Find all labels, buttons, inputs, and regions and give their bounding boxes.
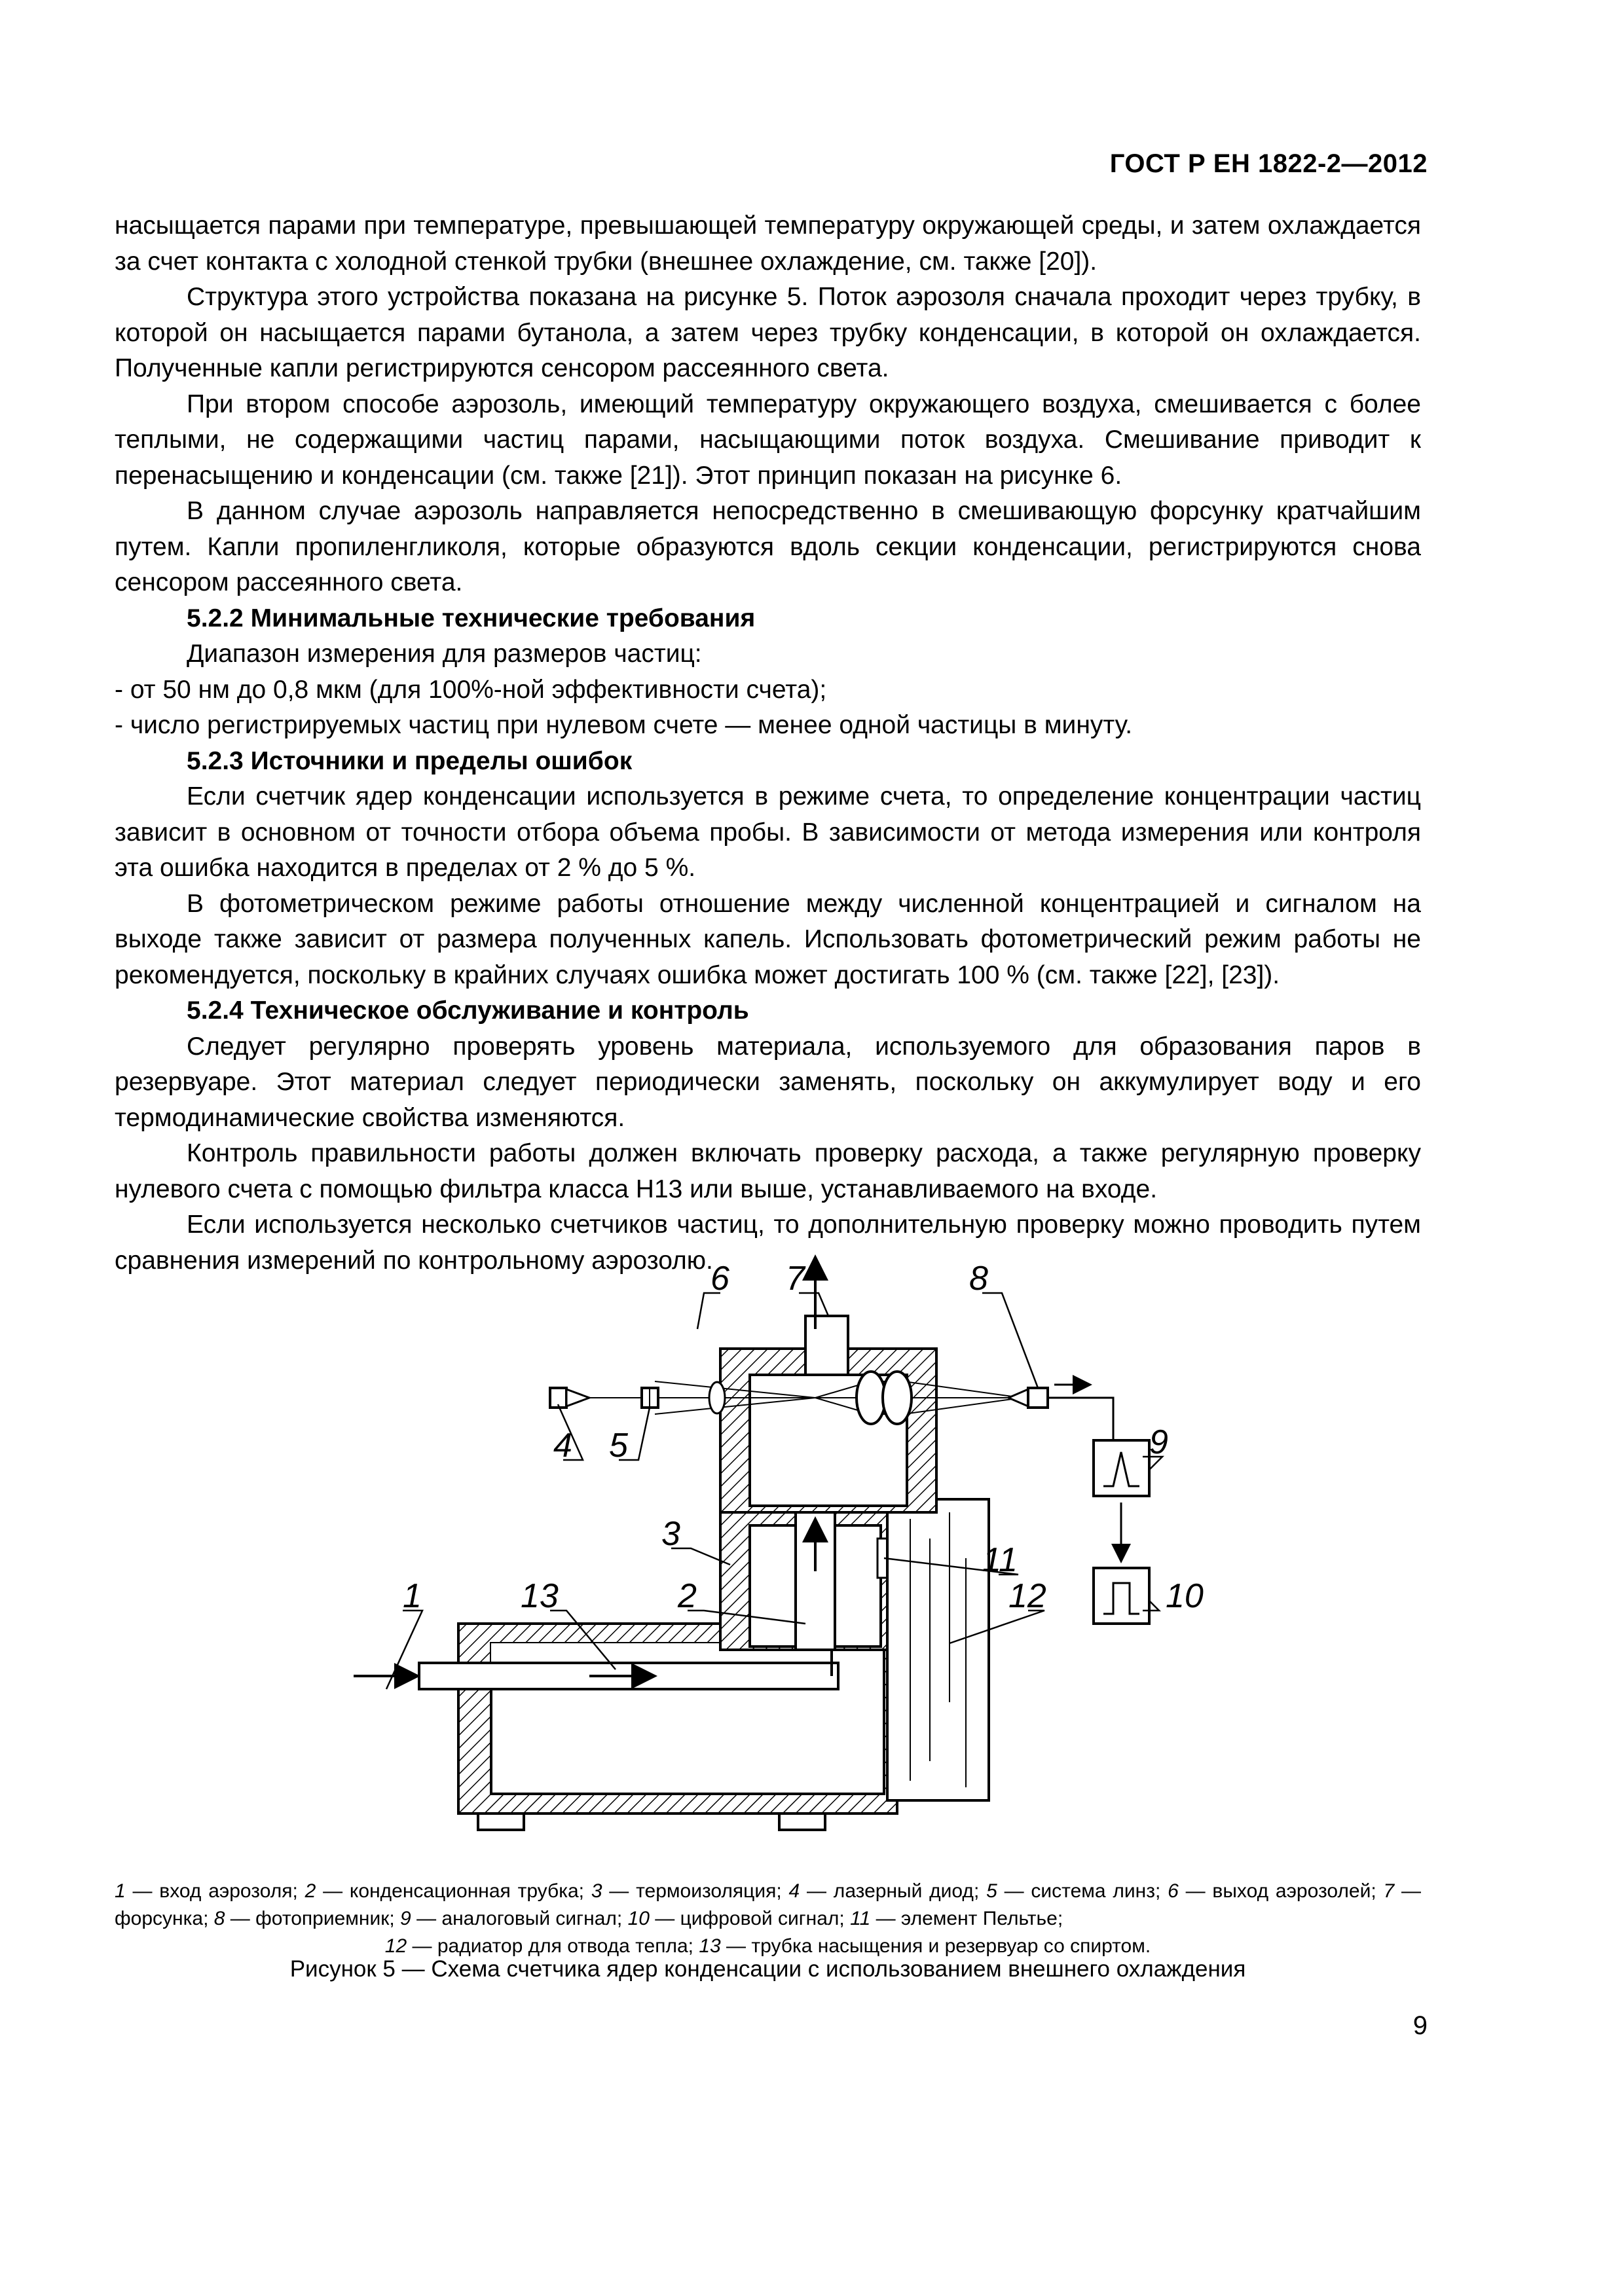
legend-num: 10 [627, 1908, 650, 1929]
label-13: 13 [521, 1577, 559, 1615]
label-8: 8 [969, 1260, 988, 1298]
label-6: 6 [710, 1260, 729, 1298]
label-3: 3 [661, 1515, 680, 1553]
label-12: 12 [1008, 1577, 1046, 1615]
legend-num: 1 [115, 1880, 126, 1902]
figure-legend [115, 1878, 1421, 1960]
label-9: 9 [1149, 1423, 1168, 1461]
paragraph: В фотометрическом режиме работы отношение между численной концентрацией и сигналом на выходе также зависит от размера полученных капель. Использовать фотометрический режим работы не рекомендуется, поскольку в крайних случаях ошибка может достигать 100 % (см. также [22], [23]). [115, 889, 1421, 989]
legend-num: 12 [384, 1935, 407, 1957]
legend-text: — аналоговый сигнал; [411, 1908, 628, 1929]
paragraph: Контроль правильности работы должен включать проверку расхода, а также регулярную проверку нулевого счета с помощью фильтра класса Н13 или выше, устанавливаемого на входе. [115, 1139, 1421, 1203]
paragraph: Следует регулярно проверять уровень материала, используемого для образования паров в резервуаре. Этот материал следует периодически заменять, поскольку он аккумулирует воду и его термодинамические свойства изменяются. [115, 1032, 1421, 1132]
label-1: 1 [403, 1577, 422, 1615]
section-heading-5-2-2: 5.2.2 Минимальные технические требования [187, 604, 756, 632]
legend-text: — конденсационная трубка; [316, 1880, 591, 1902]
photodetector [1008, 1385, 1113, 1440]
list-item: - от 50 нм до 0,8 мкм (для 100%-ной эффективности счета); [115, 675, 827, 704]
legend-text: — цифровой сигнал; [649, 1908, 851, 1929]
legend-num: 6 [1168, 1880, 1179, 1902]
label-4: 4 [553, 1427, 572, 1465]
legend-num: 9 [400, 1908, 411, 1929]
paragraph: При втором способе аэрозоль, имеющий температуру окружающего воздуха, смешивается с более теплыми, не содержащими частиц парами, насыщающими поток воздуха. Смешивание приводит к перенасыщению и конденсации (см. также [21]). Этот принцип показан на рисунке 6. [115, 390, 1421, 490]
laser-diode [550, 1388, 589, 1408]
paragraph: Структура этого устройства показана на рисунке 5. Поток аэрозоля сначала проходит через трубку, в которой он насыщается парами бутанола, а затем через трубку конденсации, в которой он охлаждается. Полученные капли регистрируются сенсором рассеянного света. [115, 283, 1421, 382]
label-2: 2 [678, 1577, 697, 1615]
analog-signal-block [1094, 1440, 1149, 1561]
legend-text: — форсунка; [115, 1880, 1421, 1929]
label-7: 7 [786, 1260, 805, 1298]
legend-num: 2 [304, 1880, 316, 1902]
figure-5-diagram [327, 1244, 1244, 1853]
label-10: 10 [1166, 1577, 1204, 1615]
list-item: - число регистрируемых частиц при нулевом счете — менее одной частицы в минуту. [115, 711, 1133, 739]
legend-line-1 [115, 1878, 1421, 1933]
legend-num: 5 [986, 1880, 997, 1902]
section-heading-5-2-4: 5.2.4 Техническое обслуживание и контроль [187, 996, 749, 1025]
legend-num: 4 [788, 1880, 800, 1902]
section-heading-5-2-3: 5.2.3 Источники и пределы ошибок [187, 746, 633, 775]
label-11: 11 [982, 1541, 1018, 1579]
paragraph: Если счетчик ядер конденсации используется в режиме счета, то определение концентрации частиц зависит в основном от точности отбора объема пробы. В зависимости от метода измерения или контроля эта ошибка находится в пределах от 2 % до 5 %. [115, 782, 1421, 882]
paragraph: В данном случае аэрозоль направляется непосредственно в смешивающую форсунку кратчайшим путем. Капли пропиленгликоля, которые образуются вдоль секции конденсации, регистрируются снова сенсором рассеянного света. [115, 497, 1421, 596]
legend-text: — лазерный диод; [800, 1880, 987, 1902]
digital-signal-block [1094, 1568, 1149, 1624]
paragraph: насыщается парами при температуре, превышающей температуру окружающей среды, и затем охлаждается за счет контакта с холодной стенкой трубки (внешнее охлаждение, см. также [20]). [115, 211, 1421, 276]
legend-text: — элемент Пельтье; [870, 1908, 1063, 1929]
legend-text: — трубка насыщения и резервуар со спиртом. [720, 1935, 1151, 1957]
lens-system [642, 1388, 658, 1408]
document-header: ГОСТ Р ЕН 1822-2—2012 [1109, 149, 1428, 178]
figure-caption: Рисунок 5 — Схема счетчика ядер конденсации с использованием внешнего охлаждения [289, 1956, 1246, 1982]
legend-num: 7 [1383, 1880, 1395, 1902]
legend-text: — термоизоляция; [602, 1880, 789, 1902]
legend-text: — радиатор для отвода тепла; [407, 1935, 699, 1957]
body-text [115, 208, 1421, 1279]
legend-num: 13 [699, 1935, 721, 1957]
paragraph: Если используется несколько счетчиков частиц, то дополнительную проверку можно проводить путем сравнения измерений по контрольному аэрозолю. [115, 1211, 1421, 1275]
page-number: 9 [1412, 2011, 1428, 2040]
heat-radiator [887, 1499, 989, 1800]
label-5: 5 [609, 1427, 628, 1465]
legend-text: — фотоприемник; [225, 1908, 401, 1929]
paragraph: Диапазон измерения для размеров частиц: [187, 640, 702, 668]
optical-chamber [589, 1257, 1022, 1512]
legend-text: — система линз; [997, 1880, 1168, 1902]
legend-num: 8 [213, 1908, 225, 1929]
legend-text: — вход аэрозоля; [125, 1880, 305, 1902]
legend-num: 3 [591, 1880, 602, 1902]
legend-num: 11 [850, 1908, 871, 1929]
legend-text: — выход аэрозолей; [1178, 1880, 1384, 1902]
